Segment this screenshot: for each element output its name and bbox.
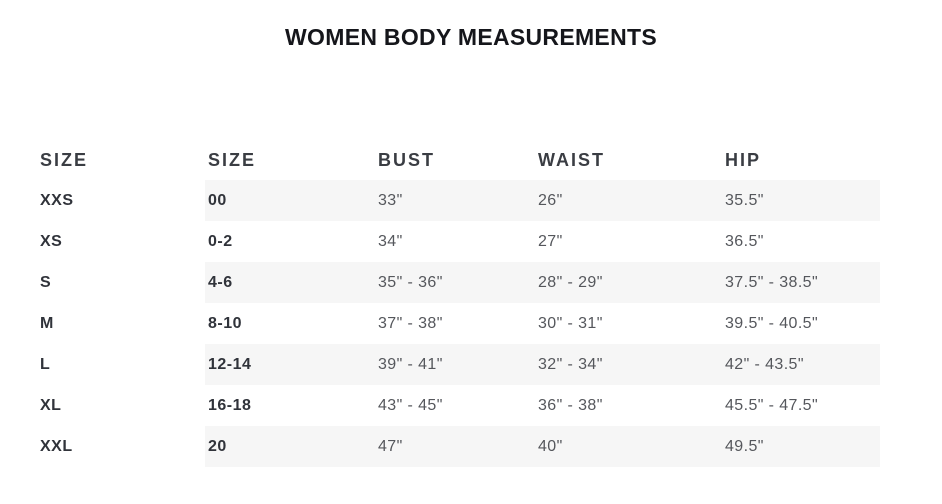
cell-bust: 43" - 45" bbox=[378, 396, 443, 414]
table-body bbox=[40, 180, 880, 467]
size-chart-table bbox=[40, 140, 880, 467]
cell-waist: 30" - 31" bbox=[538, 314, 603, 332]
cell-hip: 42" - 43.5" bbox=[722, 344, 880, 385]
cell-size-number: 00 bbox=[205, 180, 375, 221]
cell-size-number: 4-6 bbox=[205, 262, 375, 303]
cell-size-letter: XXS bbox=[40, 191, 74, 209]
cell-hip: 39.5" - 40.5" bbox=[725, 314, 819, 332]
table-row-xxs bbox=[40, 180, 880, 221]
table-row-s bbox=[40, 262, 880, 303]
column-header-size-number: SIZE bbox=[208, 149, 257, 170]
cell-size-letter: S bbox=[40, 273, 52, 291]
table-row-xs bbox=[40, 221, 880, 262]
cell-waist: 28" - 29" bbox=[535, 262, 722, 303]
cell-size-number: 12-14 bbox=[205, 344, 375, 385]
cell-bust: 37" - 38" bbox=[378, 314, 443, 332]
cell-size-number: 8-10 bbox=[208, 314, 243, 332]
cell-hip: 36.5" bbox=[725, 232, 764, 250]
table-row-xl bbox=[40, 385, 880, 426]
cell-size-letter: XL bbox=[40, 396, 62, 414]
cell-bust: 33" bbox=[375, 180, 535, 221]
page-title: WOMEN BODY MEASUREMENTS bbox=[285, 24, 657, 50]
column-header-bust: BUST bbox=[378, 149, 435, 170]
table-row-l bbox=[40, 344, 880, 385]
cell-size-letter: XS bbox=[40, 232, 63, 250]
table-header bbox=[40, 140, 880, 180]
cell-size-number: 0-2 bbox=[208, 232, 233, 250]
cell-waist: 26" bbox=[535, 180, 722, 221]
cell-hip: 49.5" bbox=[722, 426, 880, 467]
cell-hip: 45.5" - 47.5" bbox=[725, 396, 819, 414]
cell-waist: 27" bbox=[538, 232, 563, 250]
cell-hip: 37.5" - 38.5" bbox=[722, 262, 880, 303]
table-row-m bbox=[40, 303, 880, 344]
column-header-size-letter: SIZE bbox=[40, 149, 89, 170]
header-row bbox=[40, 140, 880, 180]
cell-bust: 35" - 36" bbox=[375, 262, 535, 303]
cell-waist: 36" - 38" bbox=[538, 396, 603, 414]
column-header-waist: WAIST bbox=[538, 149, 605, 170]
cell-size-number: 20 bbox=[205, 426, 375, 467]
cell-size-letter: XXL bbox=[40, 437, 73, 455]
table-row-xxl bbox=[40, 426, 880, 467]
cell-size-letter: L bbox=[40, 355, 51, 373]
cell-bust: 34" bbox=[378, 232, 403, 250]
cell-size-number: 16-18 bbox=[208, 396, 252, 414]
column-header-hip: HIP bbox=[725, 149, 762, 170]
cell-bust: 47" bbox=[375, 426, 535, 467]
cell-size-letter: M bbox=[40, 314, 54, 332]
cell-hip: 35.5" bbox=[722, 180, 880, 221]
cell-waist: 32" - 34" bbox=[535, 344, 722, 385]
cell-bust: 39" - 41" bbox=[375, 344, 535, 385]
cell-waist: 40" bbox=[535, 426, 722, 467]
